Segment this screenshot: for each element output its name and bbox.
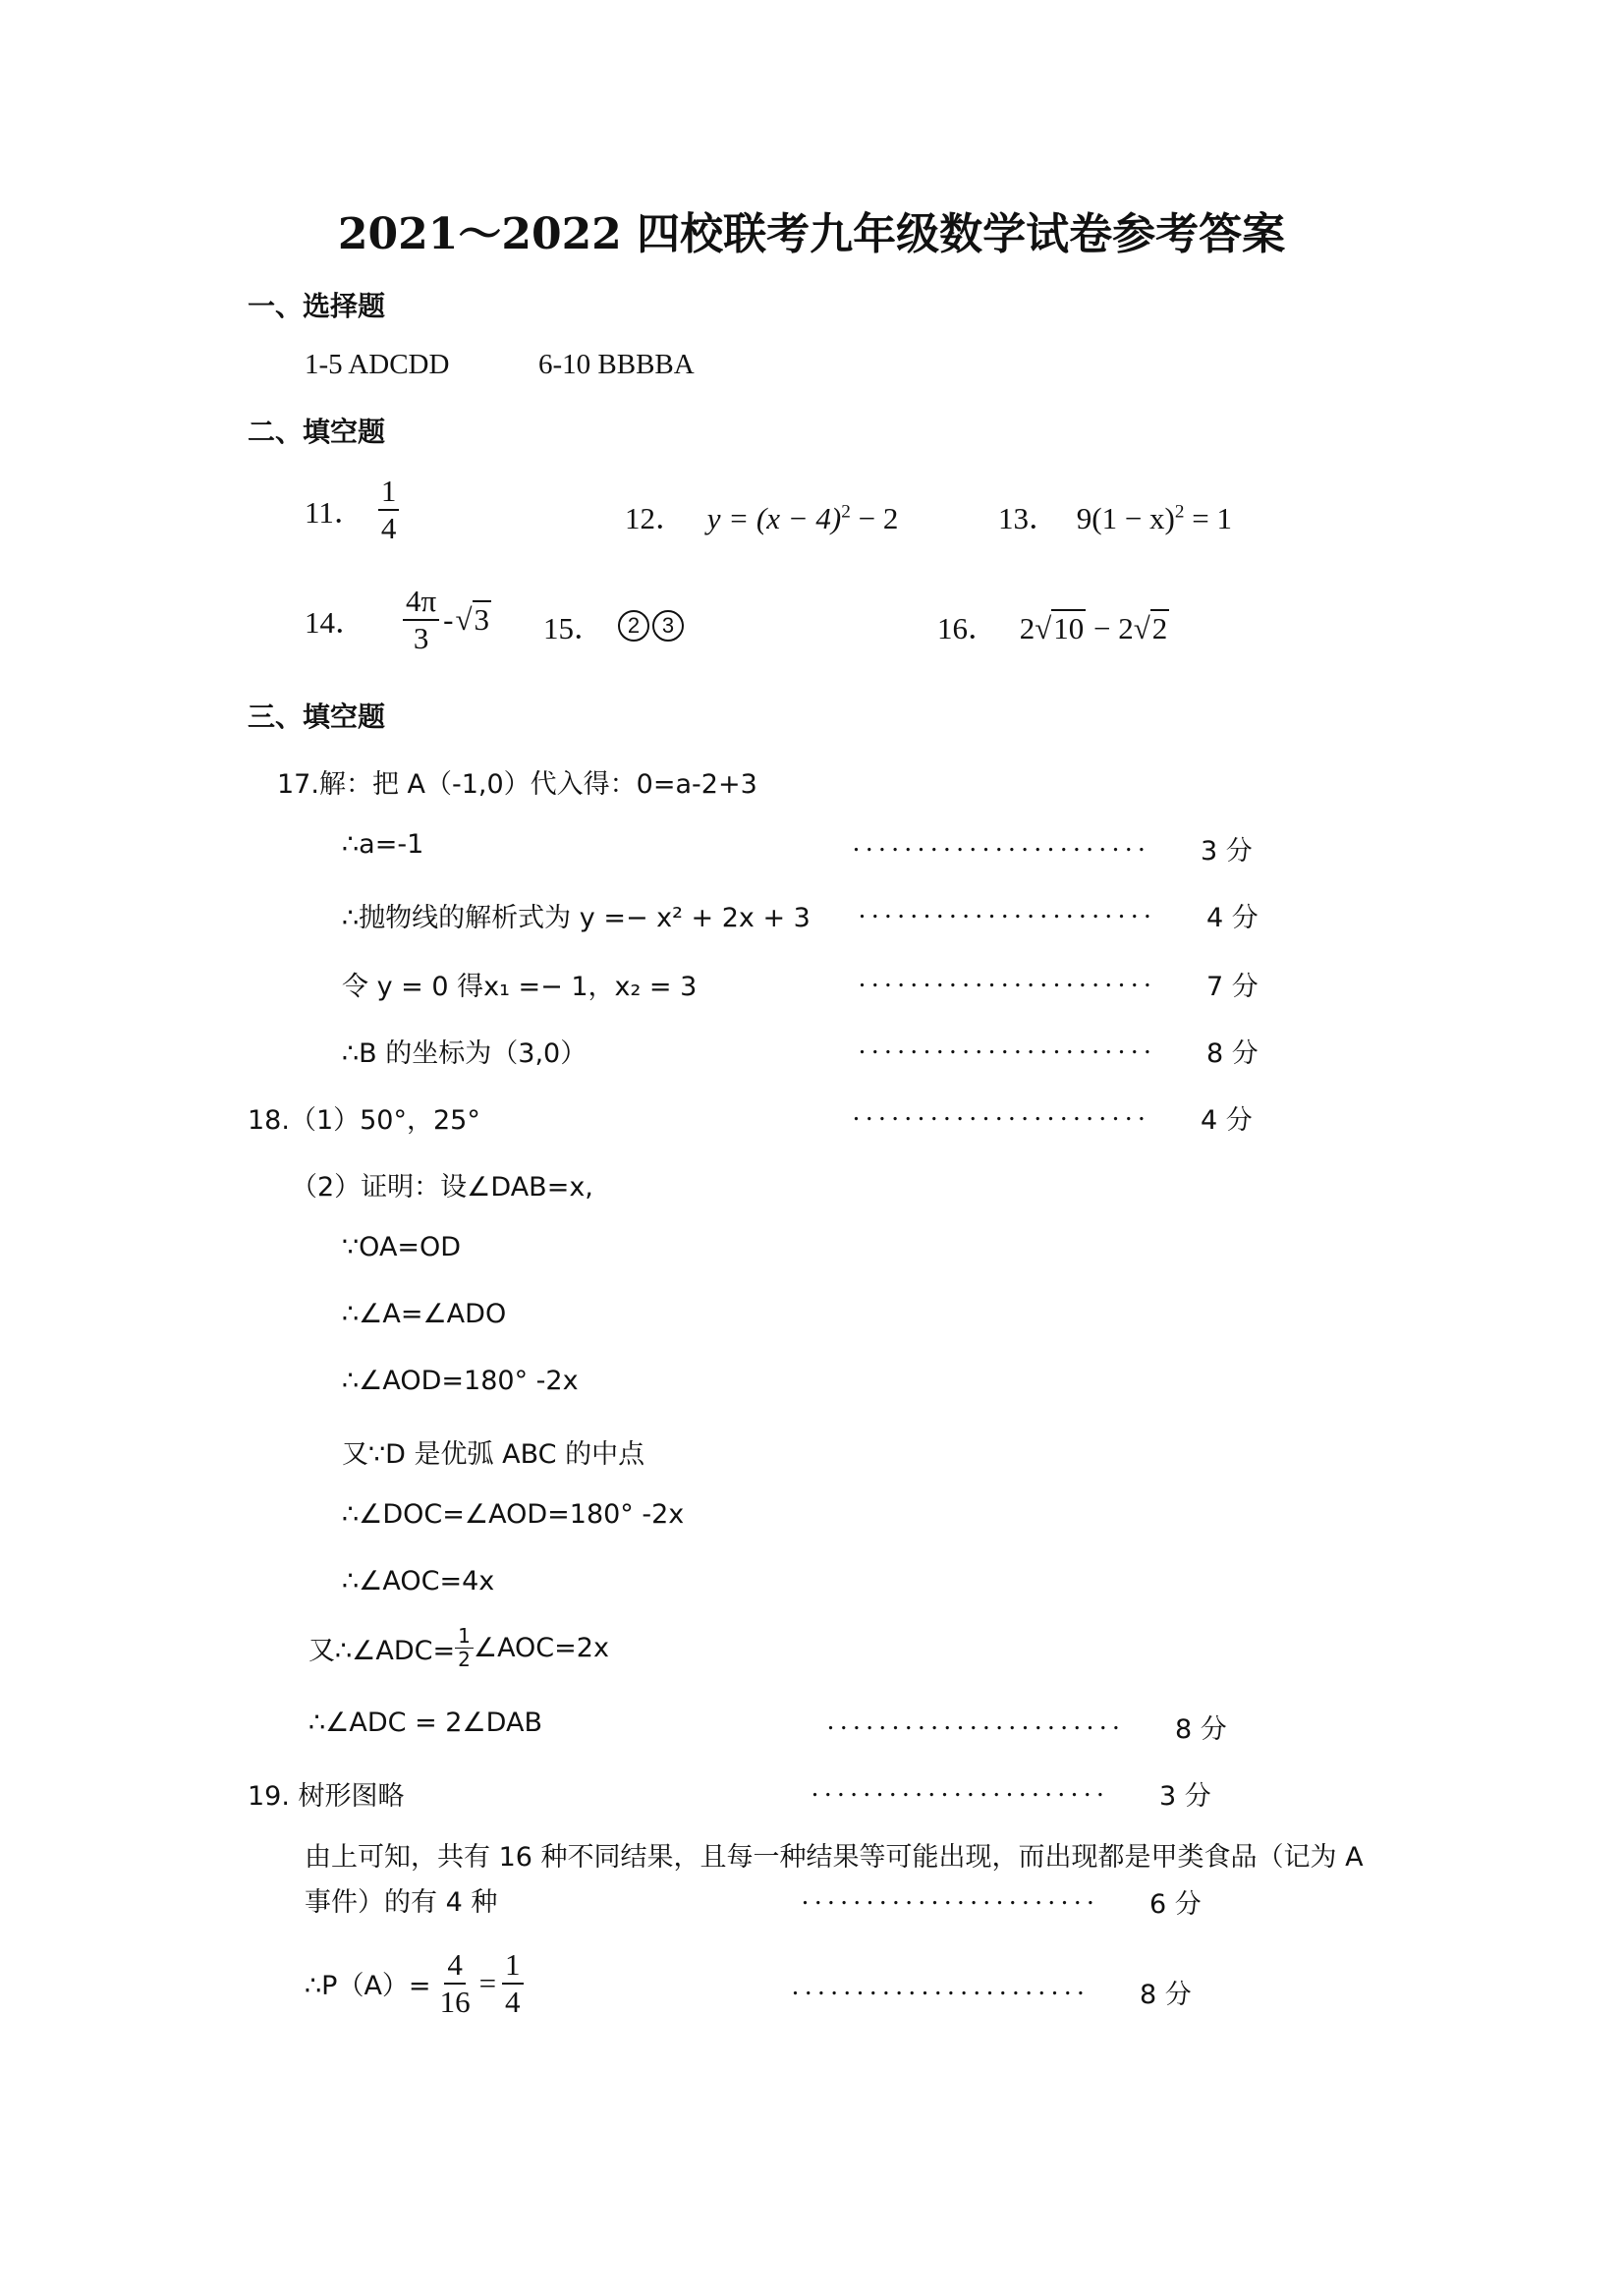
q18-line-9-end: ∠AOC=2x <box>473 1633 609 1663</box>
question-number: 15． <box>543 611 604 645</box>
answer-14 <box>305 584 491 655</box>
section-heading-choice: 一、选择题 <box>248 290 386 322</box>
denominator: 2 <box>458 1648 471 1671</box>
sqrt-sign: √ <box>455 601 473 637</box>
q18-line-4: ∴∠A=∠ADO <box>342 1299 507 1329</box>
q17-line-2: ∴a=-1 <box>342 829 424 860</box>
denominator: 16 <box>439 1984 471 2019</box>
q19-score-2: 6 分 <box>1149 1889 1202 1920</box>
numerator: 1 <box>378 474 400 511</box>
q19-score-3: 8 分 <box>1140 1980 1192 2010</box>
answer-16 <box>937 603 1169 647</box>
q18-line-5: ∴∠AOD=180° -2x <box>342 1366 579 1396</box>
fraction <box>403 584 439 655</box>
sqrt-sign: √ <box>1035 611 1052 645</box>
q19-probability <box>305 1947 524 2019</box>
q17-dots-4: ....................... <box>859 963 1157 993</box>
numerator: 1 <box>502 1947 524 1985</box>
q18-line-8: ∴∠AOC=4x <box>342 1566 495 1596</box>
q17-line-4: 令 y = 0 得x₁ =− 1，x₂ = 3 <box>342 972 698 1002</box>
q19-score-1: 3 分 <box>1159 1781 1211 1812</box>
radicand: 2 <box>1151 611 1168 645</box>
numerator: 1 <box>455 1625 474 1649</box>
q18-line-6: 又∵D 是优弧 ABC 的中点 <box>342 1439 645 1470</box>
q17-score-2: 3 分 <box>1201 836 1253 867</box>
exponent: 2 <box>1174 501 1185 523</box>
question-number: 13． <box>998 501 1059 535</box>
answer-12 <box>625 493 898 537</box>
q17-line-3: ∴抛物线的解析式为 y =− x² + 2x + 3 <box>342 903 811 933</box>
fraction <box>437 1947 474 2019</box>
sqrt <box>473 602 492 638</box>
q17-line-1: 17.解：把 A（-1,0）代入得：0=a-2+3 <box>277 769 757 800</box>
probability-label: ∴P（A）= <box>305 1971 431 2002</box>
circled-number: 3 <box>652 610 684 642</box>
sqrt <box>1150 611 1170 646</box>
denominator: 4 <box>380 510 397 545</box>
fraction <box>455 1625 474 1671</box>
q17-score-3: 4 分 <box>1206 903 1259 933</box>
radicand: 3 <box>474 601 489 637</box>
expression: 9(1 − x) <box>1076 501 1175 535</box>
denominator: 4 <box>505 1984 521 2019</box>
answer-11 <box>305 474 399 545</box>
q17-line-5: ∴B 的坐标为（3,0） <box>342 1038 588 1069</box>
circled-number: 2 <box>618 610 649 642</box>
q17-dots-5: ....................... <box>859 1030 1157 1060</box>
q17-dots-2: ....................... <box>853 827 1151 858</box>
section-heading-solutions: 三、填空题 <box>248 700 386 733</box>
fraction <box>502 1947 524 2019</box>
section-heading-fill: 二、填空题 <box>248 416 386 448</box>
sqrt-sign: √ <box>1133 611 1150 645</box>
question-number: 14． <box>305 605 365 641</box>
expression-tail: = 1 <box>1184 501 1232 535</box>
q18-score-10: 8 分 <box>1175 1714 1227 1745</box>
sqrt <box>1051 611 1086 646</box>
exponent: 2 <box>841 501 851 523</box>
q19-paragraph: 由上可知，共有 16 种不同结果，且每一种结果等可能出现，而出现都是甲类食品（记为 A 事件）的有 4 种 <box>305 1842 1364 1918</box>
q18-line-9-start: 又∴∠ADC= <box>308 1636 456 1666</box>
expression-tail: − 2 <box>850 501 899 535</box>
radicand: 10 <box>1053 611 1085 645</box>
question-number: 11． <box>305 495 364 531</box>
equals-sign: = <box>478 1965 497 2000</box>
q18-score-1: 4 分 <box>1201 1105 1253 1136</box>
page-title: 2021～2022 四校联考九年级数学试卷参考答案 <box>337 209 1286 259</box>
q18-line-7: ∴∠DOC=∠AOD=180° -2x <box>342 1499 685 1530</box>
question-number: 16． <box>937 611 998 645</box>
q17-score-5: 8 分 <box>1206 1038 1259 1069</box>
q18-line-1: 18.（1）50°，25° <box>248 1105 480 1136</box>
denominator: 3 <box>413 620 429 655</box>
q18-line-9 <box>308 1625 609 1671</box>
fraction <box>378 474 400 545</box>
numerator: 4π <box>403 584 439 621</box>
choice-answers-6-10: 6-10 BBBBA <box>538 349 695 380</box>
q18-dots-1: ....................... <box>853 1096 1151 1127</box>
expression: y = (x − 4) <box>706 501 842 535</box>
q19-dots-3: ....................... <box>792 1971 1091 2001</box>
q18-line-3: ∵OA=OD <box>342 1232 462 1262</box>
q17-dots-3: ....................... <box>859 894 1157 924</box>
numerator: 4 <box>444 1947 466 1985</box>
coefficient: 2 <box>1019 611 1035 645</box>
answer-13 <box>998 493 1232 537</box>
question-number: 12． <box>625 501 686 535</box>
choice-answers-1-5: 1-5 ADCDD <box>305 349 450 380</box>
q17-score-4: 7 分 <box>1206 972 1259 1002</box>
q18-dots-10: ....................... <box>827 1706 1126 1736</box>
expression-middle: − 2 <box>1086 611 1134 645</box>
minus-sign: - <box>443 601 454 637</box>
answer-15 <box>543 603 687 647</box>
q18-line-2: （2）证明：设∠DAB=x, <box>291 1172 593 1203</box>
q19-dots-1: ....................... <box>812 1772 1110 1803</box>
q19-line-1: 19. 树形图略 <box>248 1781 405 1812</box>
q18-line-10: ∴∠ADC = 2∠DAB <box>308 1708 542 1738</box>
q19-dots-2: ....................... <box>802 1880 1100 1911</box>
